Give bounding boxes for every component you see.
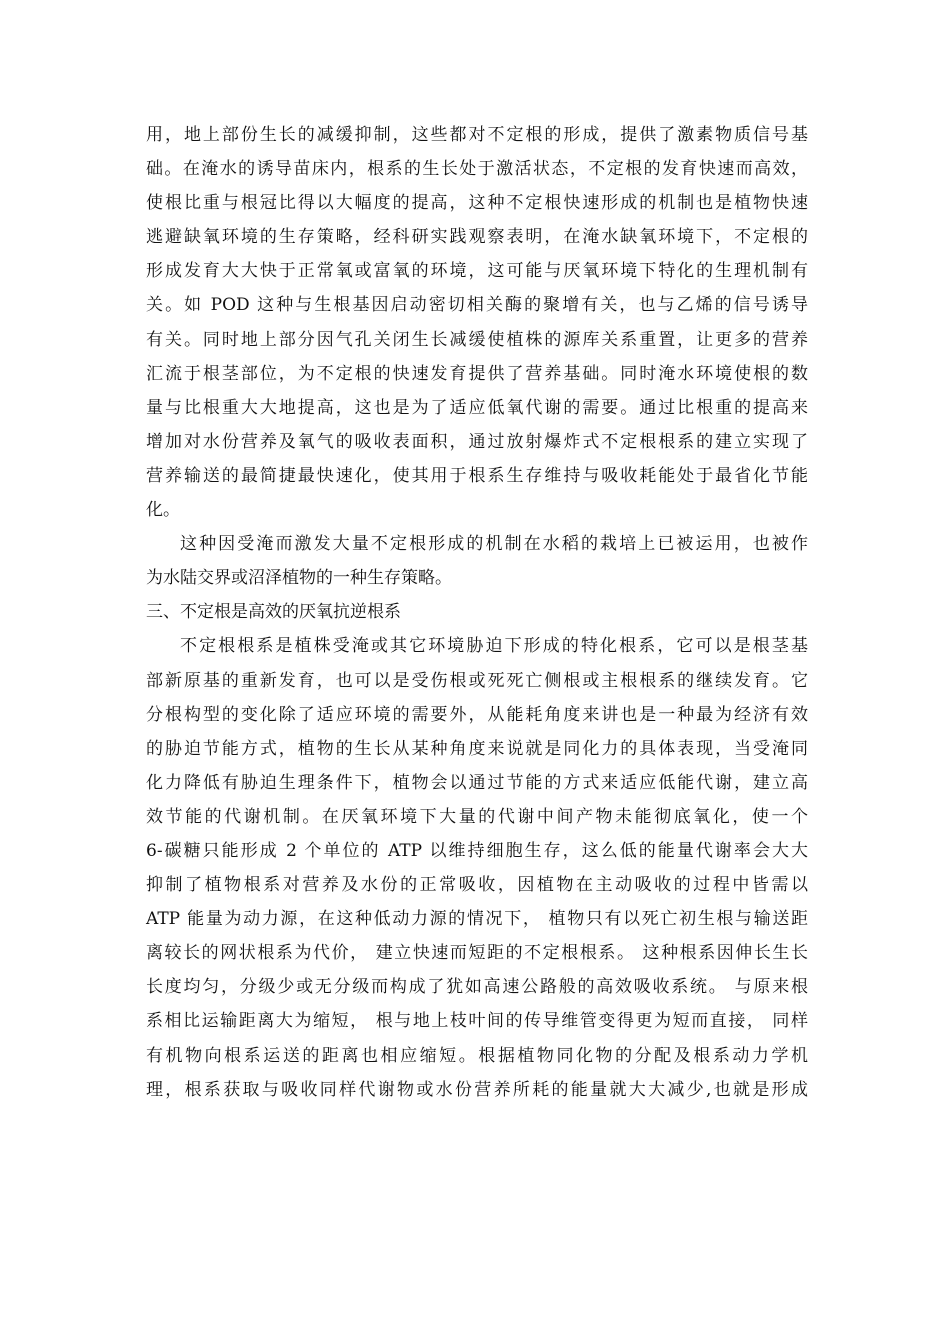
text-line: 营养输送的最简捷最快速化，使其用于根系生存维持与吸收耗能处于最省化节能 <box>146 465 808 486</box>
text-line: 理，根系获取与吸收同样代谢物或水份营养所耗的能量就大大减少,也就是形成 <box>146 1079 808 1100</box>
text-line: 部新原基的重新发育，也可以是受伤根或死死亡侧根或主根根系的继续发育。它 <box>146 670 808 691</box>
text-line: 使根比重与根冠比得以大幅度的提高，这种不定根快速形成的机制也是植物快速 <box>146 193 808 214</box>
text-line: 化力降低有胁迫生理条件下，植物会以通过节能的方式来适应低能代谢，建立高 <box>146 772 808 793</box>
text-line: 系相比运输距离大为缩短， 根与地上枝叶间的传导维管变得更为短而直接， 同样 <box>146 1011 808 1032</box>
text-line: 量与比根重大大地提高，这也是为了适应低氧代谢的需要。通过比根重的提高来 <box>146 397 808 418</box>
text-line: 用，地上部份生长的减缓抑制，这些都对不定根的形成，提供了激素物质信号基 <box>146 125 808 145</box>
text-line: 关。如 POD 这种与生根基因启动密切相关酶的聚增有关，也与乙烯的信号诱导 <box>146 295 808 316</box>
text-line: 增加对水份营养及氧气的吸收表面积，通过放射爆炸式不定根根系的建立实现了 <box>146 431 808 452</box>
document-page <box>146 118 808 1107</box>
text-line: 有机物向根系运送的距离也相应缩短。根据植物同化物的分配及根系动力学机 <box>146 1045 808 1066</box>
text-line: 汇流于根茎部位，为不定根的快速发育提供了营养基础。同时淹水环境使根的数 <box>146 363 808 384</box>
paragraph-first-line: 这种因受淹而激发大量不定根形成的机制在水稻的栽培上已被运用，也被作 <box>180 534 808 555</box>
text-line: ATP 能量为动力源，在这种低动力源的情况下， 植物只有以死亡初生根与输送距 <box>146 909 808 930</box>
section-heading: 三、不定根是高效的厌氧抗逆根系 <box>146 602 401 623</box>
text-line: 抑制了植物根系对营养及水份的正常吸收，因植物在主动吸收的过程中皆需以 <box>146 875 808 896</box>
text-line: 效节能的代谢机制。在厌氧环境下大量的代谢中间产物未能彻底氧化，使一个 <box>146 806 808 827</box>
text-line: 离较长的网状根系为代价， 建立快速而短距的不定根根系。 这种根系因伸长生长 <box>146 943 808 964</box>
text-line: 为水陆交界或沼泽植物的一种生存策略。 <box>146 568 452 589</box>
text-line: 础。在淹水的诱导苗床内，根系的生长处于激活状态，不定根的发育快速而高效， <box>146 159 808 180</box>
text-line: 分根构型的变化除了适应环境的需要外，从能耗角度来讲也是一种最为经济有效 <box>146 704 808 725</box>
paragraph-first-line: 不定根根系是植株受淹或其它环境胁迫下形成的特化根系，它可以是根茎基 <box>180 636 808 657</box>
text-line: 有关。同时地上部分因气孔关闭生长减缓使植株的源库关系重置，让更多的营养 <box>146 329 808 350</box>
text-line: 6-碳糖只能形成 2 个单位的 ATP 以维持细胞生存，这么低的能量代谢率会大大 <box>146 840 808 861</box>
text-line: 形成发育大大快于正常氧或富氧的环境，这可能与厌氧环境下特化的生理机制有 <box>146 261 808 282</box>
text-line: 长度均匀，分级少或无分级而构成了犹如高速公路般的高效吸收系统。 与原来根 <box>146 977 808 998</box>
text-line: 的胁迫节能方式，植物的生长从某种角度来说就是同化力的具体表现，当受淹同 <box>146 738 808 759</box>
text-line: 逃避缺氧环境的生存策略，经科研实践观察表明，在淹水缺氧环境下，不定根的 <box>146 227 808 248</box>
text-line: 化。 <box>146 500 180 521</box>
